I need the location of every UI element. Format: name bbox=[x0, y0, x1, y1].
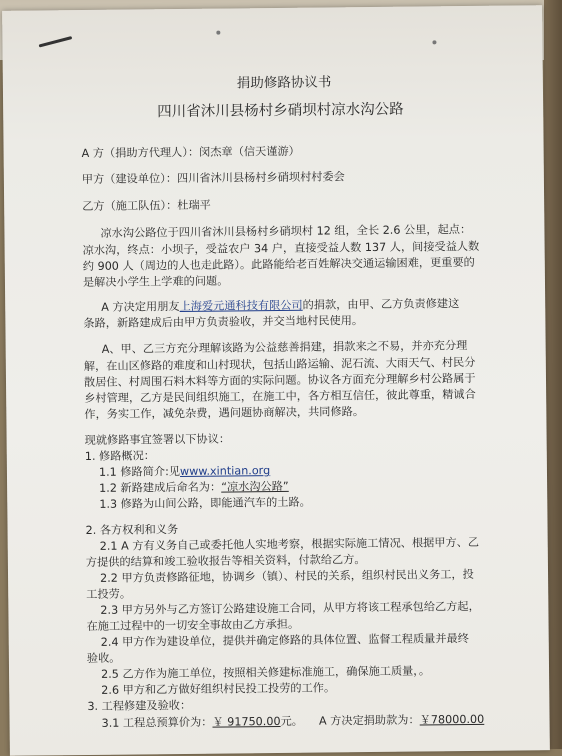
budget-label: 3.1 工程总预算价为： bbox=[101, 715, 213, 730]
party-jia-label: 甲方（建设单位）： bbox=[81, 172, 178, 187]
party-a bbox=[82, 145, 300, 161]
agreement-document bbox=[2, 5, 550, 756]
party-yi bbox=[82, 199, 211, 214]
section2-line: 方提供的结算和竣工验收报告等相关资料，付款给乙方。 bbox=[85, 553, 366, 570]
section2-line: 2.6 甲方和乙方做好组织村民投工投劳的工作。 bbox=[101, 681, 336, 697]
para3-line: 解，在山区修路的难度和山村现状，包括山路运输、泥石流、大雨天气、村民分 bbox=[83, 355, 476, 374]
section2-heading: 2. 各方权利和义务 bbox=[85, 523, 179, 538]
section1-item3: 1.3 修路为山间公路，即能通汽车的土路。 bbox=[99, 495, 311, 511]
para1-line: 约 900 人（周边的人也走此路）。此路能给老百姓解决交通运输困难，更重要的 bbox=[82, 255, 475, 274]
document-subtitle: 四川省沐川县杨村乡硝坝村凉水沟公路 bbox=[157, 101, 404, 121]
para2-suffix: 的捐款，由甲、乙方负责修建这 bbox=[302, 297, 460, 312]
section2-line: 在施工过程中的一切安全事故由乙方承担。 bbox=[86, 617, 300, 633]
party-yi-name: 杜瑞平 bbox=[177, 198, 211, 213]
section3-heading: 3. 工程修建及验收： bbox=[87, 698, 192, 713]
para3-line: A、甲、乙三方充分理解该路为公益慈善捐建，捐款来之不易，并亦充分理 bbox=[101, 338, 468, 356]
section2-line: 2.4 甲方作为建设单位，提供并确定修路的具体位置、监督工程质量并最终 bbox=[100, 631, 469, 649]
agreement-intro: 现就修路事宜签署以下协议： bbox=[84, 432, 231, 448]
para3-line: 作，务实工作，减免杂费，遇问题协商解决，共同修路。 bbox=[84, 405, 365, 422]
paper-speck bbox=[216, 31, 220, 35]
party-jia bbox=[82, 170, 345, 187]
para1-line: 凉水沟，终点：小坝子，受益农户 34 户，直接受益人数 137 人，间接受益人数 bbox=[82, 239, 480, 258]
website-link[interactable]: www.xintian.org bbox=[179, 464, 271, 479]
section1-heading: 1. 修路概况： bbox=[84, 449, 156, 464]
pen-mark bbox=[39, 36, 73, 47]
document-title: 捐助修路协议书 bbox=[236, 74, 332, 92]
budget-amount: ￥ 91750.00 bbox=[212, 714, 281, 729]
para2-line2: 条路，新路建成后由甲方负责验收，并交当地村民使用。 bbox=[83, 314, 364, 331]
para3-line: 散居住、村周围石料木料等方面的实际问题。协议各方面充分理解乡村公路属于 bbox=[83, 371, 476, 390]
paper-speck bbox=[432, 40, 436, 44]
party-yi-label: 乙方（施工队伍）： bbox=[82, 199, 178, 214]
section2-line: 验收。 bbox=[86, 651, 121, 665]
para1-line: 凉水沟公路位于四川省沐川县杨村乡硝坝村 12 组，全长 2.6 公里，起点： bbox=[100, 222, 472, 240]
party-jia-name: 四川省沐川县杨村乡硝坝村村委会 bbox=[176, 170, 345, 186]
party-a-label: A 方（捐助方代理人）： bbox=[81, 145, 200, 161]
section2-line: 2.3 甲方另外与乙方签订公路建设施工合同，从甲方将该工程承包给乙方起， bbox=[100, 599, 480, 617]
para3-line: 乡村管理，乙方是民间组织施工，在施工中，各方相互信任，彼此尊重，精诚合 bbox=[84, 387, 476, 406]
road-name: “凉水沟公路” bbox=[221, 479, 289, 494]
donation-label: A 方决定捐助款为： bbox=[318, 713, 420, 728]
para2-line1 bbox=[101, 297, 459, 315]
party-a-name: 闵杰章（信天谨游） bbox=[199, 144, 300, 159]
item2-label: 1.2 新路建成后命名为： bbox=[99, 480, 222, 495]
section3-item1 bbox=[102, 713, 485, 731]
section1-item1 bbox=[99, 464, 270, 480]
section2-line: 2.2 甲方负责修路征地，协调乡（镇）、村民的关系，组织村民出义务工，投 bbox=[99, 567, 474, 585]
donor-name: 上海爱元通科技有限公司 bbox=[179, 298, 303, 314]
donation-amount: ￥78000.00 bbox=[419, 712, 485, 727]
para1-line: 是解决小学生上学难的问题。 bbox=[82, 274, 229, 290]
section2-line: 2.5 乙方作为施工单位，按照相关修建标准施工，确保施工质量，。 bbox=[100, 664, 431, 681]
budget-unit: 元。 bbox=[280, 714, 304, 728]
section2-line: 2.1 A 方有义务自己或委托他人实地考察，根据实际施工情况、根据甲方、乙 bbox=[99, 535, 480, 553]
para2-prefix: A 方决定用朋友 bbox=[101, 300, 180, 314]
item1-label: 1.1 修路简介:见 bbox=[98, 465, 181, 479]
section1-item2 bbox=[99, 480, 289, 496]
section2-line: 工投劳。 bbox=[86, 587, 132, 601]
